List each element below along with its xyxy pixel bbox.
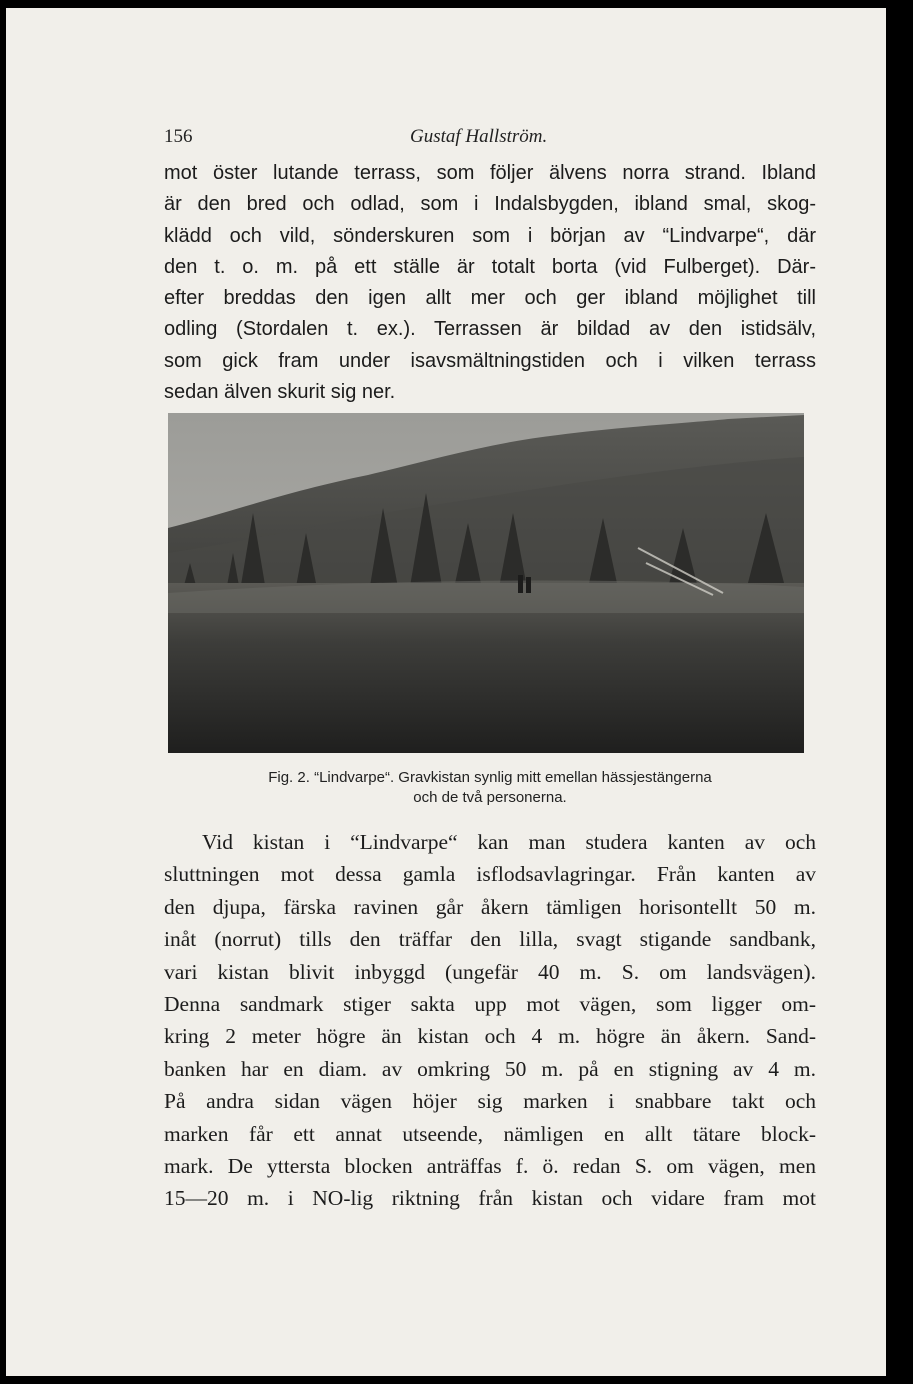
text-line: sedan älven skurit sig ner. bbox=[164, 381, 396, 404]
photo-illustration bbox=[168, 413, 804, 753]
text-line: den t. o. m. på ett ställe är totalt borta (vid Fulberget). Där- bbox=[164, 255, 816, 278]
text-line: som gick fram under isavsmältningstiden och i vilken terrass bbox=[164, 349, 816, 372]
page-number: 156 bbox=[164, 126, 193, 147]
running-head: Gustaf Hallström. bbox=[410, 126, 548, 147]
text-line: klädd och vild, sönderskuren som i början av “Lindvarpe“, där bbox=[164, 224, 816, 247]
caption-line-2: och de två personerna. bbox=[413, 789, 567, 806]
text-line: efter breddas den igen allt mer och ger ibland möjlighet till bbox=[164, 287, 816, 310]
page-header bbox=[164, 126, 814, 156]
caption-line-1: Fig. 2. “Lindvarpe“. Gravkistan synlig mitt emellan hässjestängerna bbox=[268, 769, 712, 786]
text-line: sluttningen mot dessa gamla isflodsavlagringar. Från kanten av bbox=[164, 862, 816, 887]
text-line: den djupa, färska ravinen går åkern tämligen horisontellt 50 m. bbox=[164, 894, 816, 919]
text-line: Denna sandmark stiger sakta upp mot vägen, som ligger om- bbox=[164, 992, 816, 1017]
text-line: inåt (norrut) tills den träffar den lilla, svagt stigande sandbank, bbox=[164, 927, 816, 952]
text-line: mark. De yttersta blocken anträffas f. ö. redan S. om vägen, men bbox=[164, 1154, 816, 1179]
book-page bbox=[6, 8, 886, 1376]
text-line: vari kistan blivit inbyggd (ungefär 40 m. S. om landsvägen). bbox=[164, 959, 816, 984]
text-line: är den bred och odlad, som i Indalsbygden, ibland smal, skog- bbox=[164, 193, 816, 216]
paragraph-1 bbox=[164, 158, 816, 408]
text-line: 15—20 m. i NO-lig riktning från kistan och vidare fram mot bbox=[164, 1186, 816, 1211]
landscape-photograph bbox=[168, 413, 804, 753]
text-line: marken får ett annat utseende, nämligen en allt tätare block- bbox=[164, 1121, 816, 1146]
text-line: odling (Stordalen t. ex.). Terrassen är bildad av den istidsälv, bbox=[164, 318, 816, 341]
text-line: mot öster lutande terrass, som följer älvens norra strand. Ibland bbox=[164, 162, 816, 184]
figure-caption bbox=[164, 768, 816, 808]
text-line: Vid kistan i “Lindvarpe“ kan man studera kanten av och bbox=[202, 830, 816, 854]
text-line: På andra sidan vägen höjer sig marken i snabbare takt och bbox=[164, 1089, 816, 1114]
text-line: banken har en diam. av omkring 50 m. på en stigning av 4 m. bbox=[164, 1056, 816, 1081]
paragraph-2 bbox=[164, 826, 816, 1215]
text-line: kring 2 meter högre än kistan och 4 m. högre än åkern. Sand- bbox=[164, 1024, 816, 1049]
